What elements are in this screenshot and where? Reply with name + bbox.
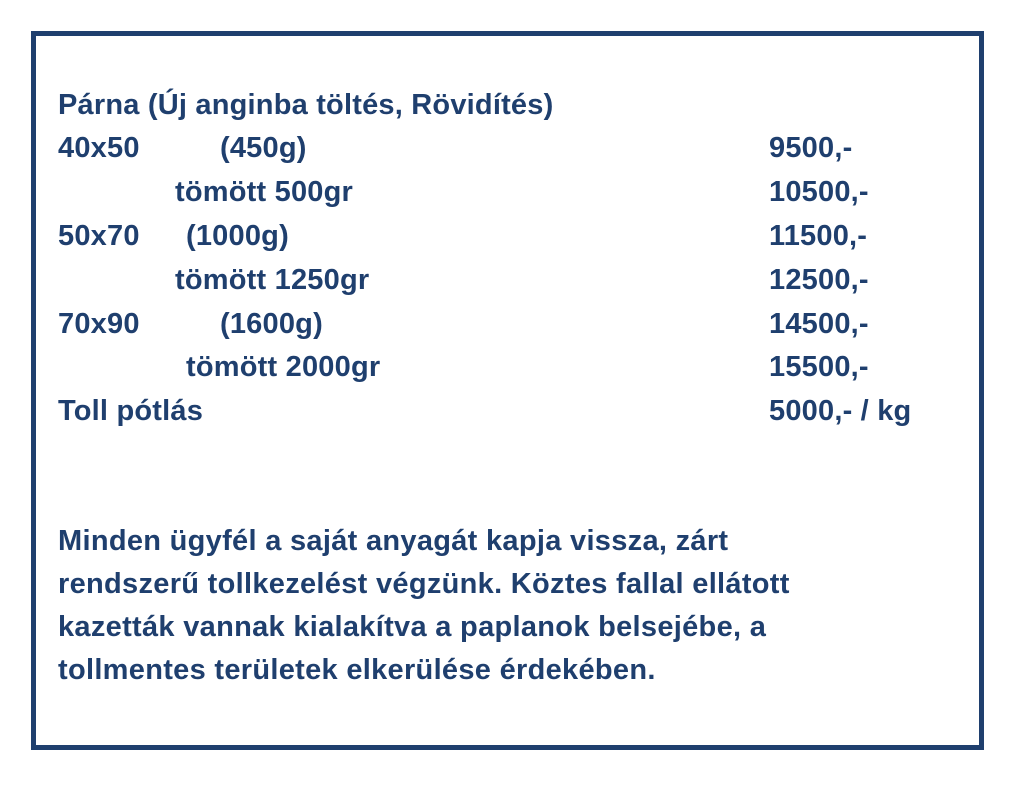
row-size-40x50: 40x50 <box>58 132 140 164</box>
row-weight-450g: (450g) <box>220 132 307 164</box>
info-paragraph-line-1: Minden ügyfél a saját anyagát kapja vissza, zárt <box>58 525 729 557</box>
row-weight-1000g: (1000g) <box>186 220 289 252</box>
row-weight-tomott-2000gr: tömött 2000gr <box>186 351 381 383</box>
row-price-tomott-1250gr: 12500,- <box>769 264 869 296</box>
price-list-heading: Párna (Új anginba töltés, Rövidítés) <box>58 89 554 121</box>
row-price-40x50: 9500,- <box>769 132 853 164</box>
row-weight-tomott-500gr: tömött 500gr <box>175 176 354 208</box>
info-paragraph-line-2: rendszerű tollkezelést végzünk. Köztes fallal ellátott <box>58 568 790 600</box>
row-price-70x90: 14500,- <box>769 308 869 340</box>
row-price-50x70: 11500,- <box>769 220 868 252</box>
row-price-tomott-500gr: 10500,- <box>769 176 869 208</box>
row-weight-1600g: (1600g) <box>220 308 323 340</box>
row-label-toll-potlas: Toll pótlás <box>58 395 204 427</box>
info-paragraph-line-3: kazetták vannak kialakítva a paplanok belsejébe, a <box>58 611 767 643</box>
info-paragraph-line-4: tollmentes területek elkerülése érdekében. <box>58 654 656 686</box>
row-price-toll-potlas: 5000,- / kg <box>769 395 912 427</box>
row-weight-tomott-1250gr: tömött 1250gr <box>175 264 370 296</box>
row-size-50x70: 50x70 <box>58 220 140 252</box>
row-price-tomott-2000gr: 15500,- <box>769 351 869 383</box>
row-size-70x90: 70x90 <box>58 308 140 340</box>
